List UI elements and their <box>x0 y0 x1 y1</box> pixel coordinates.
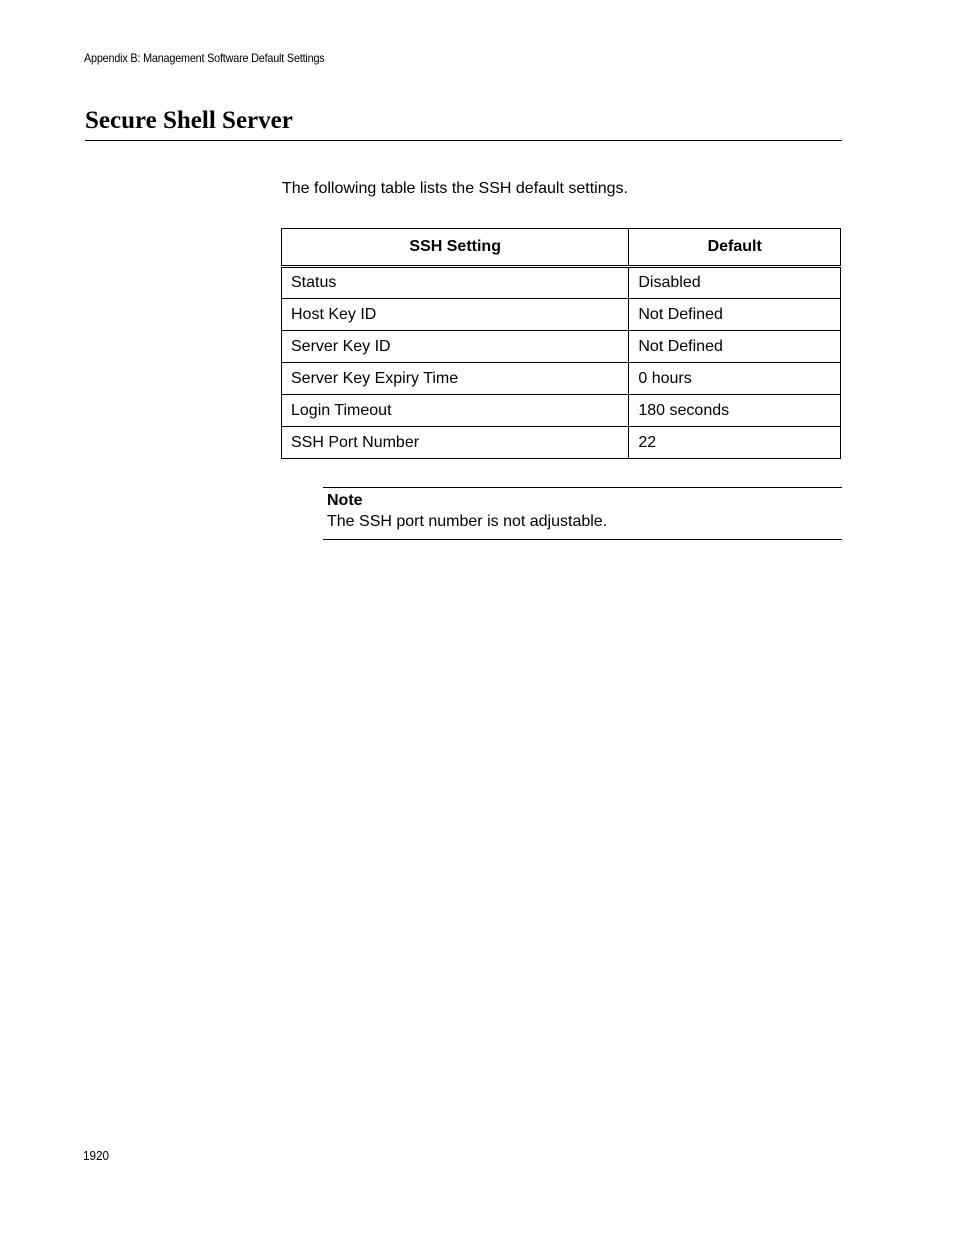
default-cell: Not Defined <box>629 299 841 331</box>
default-cell: Disabled <box>629 267 841 299</box>
note-box <box>323 487 842 540</box>
title-rule <box>85 140 842 141</box>
default-cell: Not Defined <box>629 331 841 363</box>
section-title: Secure Shell Server <box>85 107 293 134</box>
setting-cell: Server Key ID <box>282 331 629 363</box>
setting-cell: Status <box>282 267 629 299</box>
table-row <box>282 427 841 459</box>
ssh-defaults-table <box>281 228 841 459</box>
table-header-row <box>282 229 841 267</box>
table-row <box>282 363 841 395</box>
table-row <box>282 395 841 427</box>
default-cell: 22 <box>629 427 841 459</box>
note-label: Note <box>327 492 363 509</box>
setting-cell: Login Timeout <box>282 395 629 427</box>
default-cell: 0 hours <box>629 363 841 395</box>
table-row <box>282 267 841 299</box>
table-row <box>282 299 841 331</box>
table-row <box>282 331 841 363</box>
setting-cell: Host Key ID <box>282 299 629 331</box>
page-number: 1920 <box>83 1148 110 1163</box>
note-text: The SSH port number is not adjustable. <box>327 513 608 530</box>
running-header: Appendix B: Management Software Default Settings <box>84 51 325 65</box>
column-header-setting: SSH Setting <box>282 229 629 267</box>
intro-paragraph: The following table lists the SSH default settings. <box>282 180 628 197</box>
default-cell: 180 seconds <box>629 395 841 427</box>
setting-cell: Server Key Expiry Time <box>282 363 629 395</box>
setting-cell: SSH Port Number <box>282 427 629 459</box>
column-header-default: Default <box>629 229 841 267</box>
